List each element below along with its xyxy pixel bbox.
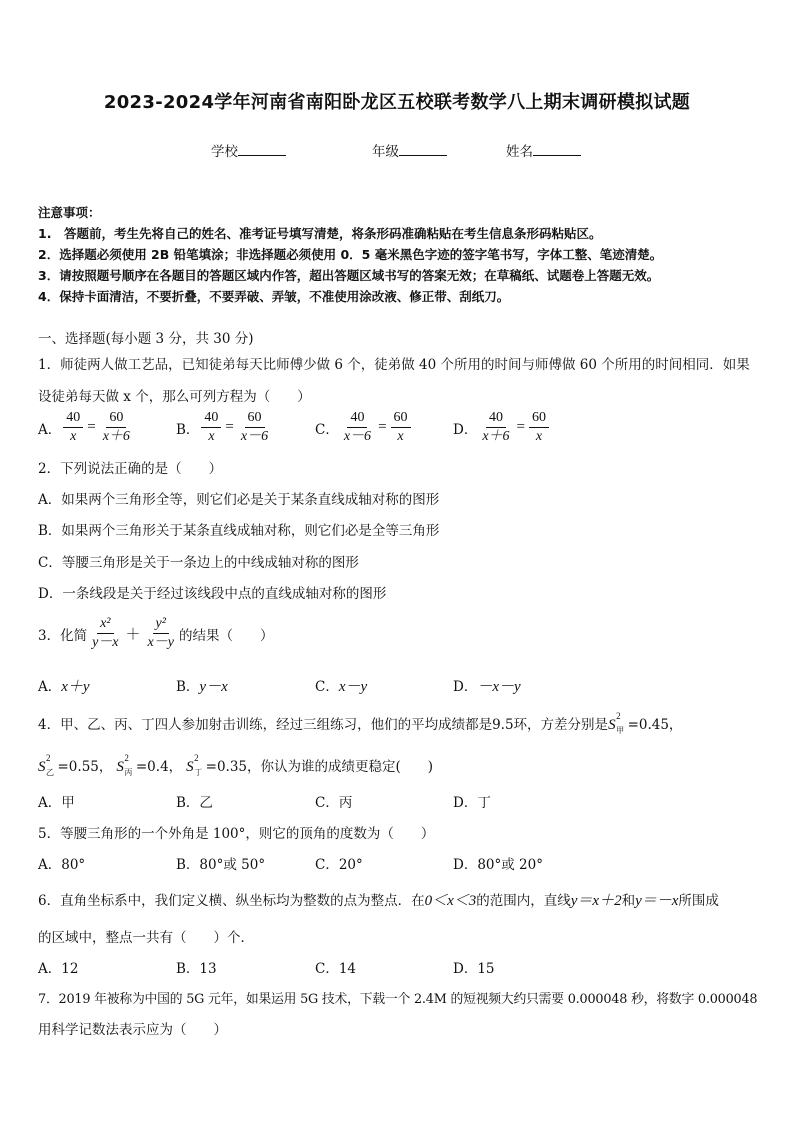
q6-option-d[interactable]: D．15 <box>453 961 495 977</box>
q1-option-c[interactable]: C． $\frac{40}{x-6}$ = $\frac{60}{x}$ <box>315 410 413 445</box>
fraction: $\frac{60}{x}$ <box>391 410 411 445</box>
q1-stem-line2: 设徒弟每天做 x 个，那么可列方程为（ ） <box>38 389 311 405</box>
notice-item: 1. 答题前，考生先将自己的姓名、准考证号填写清楚，将条形码准确粘贴在考生信息条形码粘贴区。 <box>38 226 602 241</box>
fraction: $\frac{40}{x+6}$ <box>482 410 510 444</box>
variance-yi: S 2 乙 <box>38 753 54 777</box>
q3-option-d[interactable]: D．－x－y <box>453 679 521 695</box>
q4-stem-line1: 4．甲、乙、丙、丁四人参加射击训练，经过三组练习，他们的平均成绩都是9.5环，方差分别是S 2 甲 =0.45， <box>38 711 683 735</box>
q1-stem-line1: 1．师徒两人做工艺品，已知徒弟每天比师傅少做 6 个，徒弟做 40 个所用的时间与师傅做 60 个所用的时间相同．如果 <box>38 357 750 373</box>
section-heading: 一、选择题(每小题 3 分，共 30 分) <box>38 331 254 347</box>
school-field: 学校 <box>211 140 286 160</box>
fraction: $\frac{\text{x²}}{y-x}$ <box>92 616 119 650</box>
notice-item: 2．选择题必须使用 2B 铅笔填涂；非选择题必须使用 0．5 毫米黑色字迹的签字笔书写，字体工整、笔迹清楚。 <box>38 247 663 262</box>
variance-ding: S 2 丁 <box>186 753 203 777</box>
option-label: D． <box>453 421 478 438</box>
q4-option-c[interactable]: C．丙 <box>315 795 353 811</box>
grade-blank[interactable] <box>399 142 447 156</box>
q3-option-c[interactable]: C．x－y <box>315 679 368 695</box>
q1-option-a[interactable]: A． $\frac{40}{x}$ = $\frac{60}{x+6}$ <box>38 410 135 445</box>
q6-option-c[interactable]: C．14 <box>315 961 357 977</box>
notice-heading: 注意事项： <box>38 205 101 220</box>
variance-jia: S 2 甲 <box>608 711 625 735</box>
fraction: $\frac{40}{x}$ <box>201 410 221 445</box>
q1-option-b[interactable]: B． $\frac{40}{x}$ = $\frac{60}{x-6}$ <box>176 410 273 445</box>
q7-stem-line1: 7．2019 年被称为中国的 5G 元年，如果运用 5G 技术，下载一个 2.4M 的短视频大约只需要 0.000048 秒，将数字 0.000048 <box>38 992 758 1007</box>
q4-option-b[interactable]: B．乙 <box>176 795 213 811</box>
document-title: 2023-2024学年河南省南阳卧龙区五校联考数学八上期末调研模拟试题 <box>103 92 691 113</box>
option-label: A． <box>38 421 62 438</box>
q6-option-a[interactable]: A．12 <box>38 961 79 977</box>
q6-stem-line2: 的区域中，整点一共有（ ）个． <box>38 930 254 946</box>
q4-option-d[interactable]: D．丁 <box>453 795 491 811</box>
q4-stem-line2: S 2 乙 =0.55， S 2 丙 =0.4， S 2 丁 =0.35，你认为谁的成绩更稳定( ) <box>38 753 434 777</box>
fraction: $\frac{60}{x-6}$ <box>240 410 269 444</box>
q4-option-a[interactable]: A．甲 <box>38 795 75 811</box>
option-label: C． <box>315 421 339 438</box>
q7-stem-line2: 用科学记数法表示应为（ ） <box>38 1022 227 1038</box>
q2-stem: 2．下列说法正确的是（ ） <box>38 461 223 477</box>
fraction: $\frac{40}{x-6}$ <box>343 410 372 444</box>
q5-stem: 5．等腰三角形的一个外角是 100°，则它的顶角的度数为（ ） <box>38 826 435 842</box>
grade-field: 年级 <box>372 140 447 160</box>
name-field: 姓名 <box>506 140 581 160</box>
fraction: $\frac{40}{x}$ <box>63 410 83 445</box>
fraction: $\frac{60}{x}$ <box>529 410 549 445</box>
fraction: $\frac{\text{y²}}{x-y}$ <box>147 616 174 650</box>
q6-stem-line1: 6．直角坐标系中，我们定义横、纵坐标均为整数的点为整点．在0＜x＜3的范围内，直线y＝x＋2和y＝－x所围成 <box>38 893 719 909</box>
q3-option-a[interactable]: A．x＋y <box>38 679 90 695</box>
q2-option-a[interactable]: A．如果两个三角形全等，则它们必是关于某条直线成轴对称的图形 <box>38 492 440 508</box>
q3-stem: 3．化简 $\frac{\text{x²}}{y-x}$ ＋ $\frac{\text{y²}}{x-y}$ 的结果（ ） <box>38 616 274 650</box>
q2-option-d[interactable]: D．一条线段是关于经过该线段中点的直线成轴对称的图形 <box>38 586 387 602</box>
notice-item: 3．请按照题号顺序在各题目的答题区域内作答，超出答题区域书写的答案无效；在草稿纸、试题卷上答题无效。 <box>38 268 660 283</box>
option-label: B． <box>176 421 200 438</box>
school-blank[interactable] <box>238 142 286 156</box>
q6-option-b[interactable]: B．13 <box>176 961 217 977</box>
variance-bing: S 2 丙 <box>116 753 133 777</box>
name-blank[interactable] <box>533 142 581 156</box>
q1-option-d[interactable]: D． $\frac{40}{x+6}$ = $\frac{60}{x}$ <box>453 410 551 445</box>
q5-option-a[interactable]: A．80° <box>38 857 86 873</box>
notice-item: 4．保持卡面清洁，不要折叠，不要弄破、弄皱，不准使用涂改液、修正带、刮纸刀。 <box>38 289 510 304</box>
fraction: $\frac{60}{x+6}$ <box>102 410 130 444</box>
q3-option-b[interactable]: B．y－x <box>176 679 228 695</box>
q5-option-c[interactable]: C．20° <box>315 857 363 873</box>
q5-option-b[interactable]: B．80°或 50° <box>176 857 266 873</box>
q5-option-d[interactable]: D．80°或 20° <box>453 857 543 873</box>
q2-option-c[interactable]: C．等腰三角形是关于一条边上的中线成轴对称的图形 <box>38 555 359 571</box>
q2-option-b[interactable]: B．如果两个三角形关于某条直线成轴对称，则它们必是全等三角形 <box>38 523 440 539</box>
